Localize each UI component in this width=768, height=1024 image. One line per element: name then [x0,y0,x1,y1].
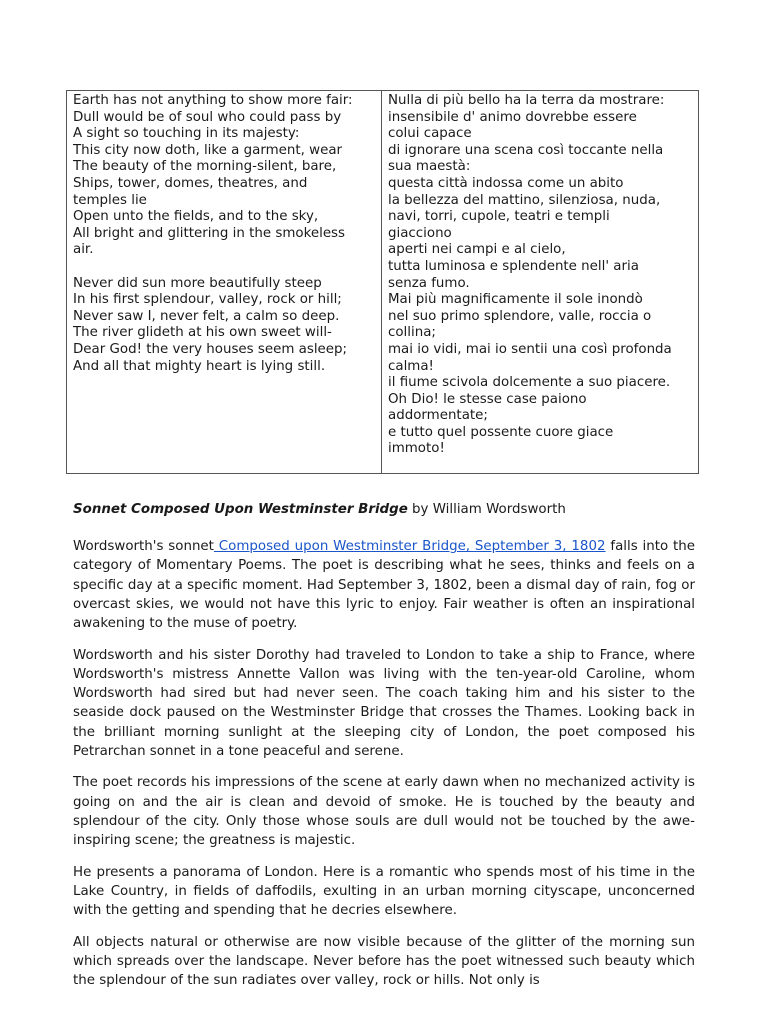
english-line: In his first splendour, valley, rock or hill; [73,292,342,308]
italian-line: aperti nei campi e al cielo, [388,242,566,258]
poem-translation-table [66,90,699,474]
italian-line: mai io vidi, mai io sentii una così profonda [388,341,672,357]
italian-line: collina; [388,325,436,341]
article-body [73,500,695,1003]
english-line: Earth has not anything to show more fair: [73,93,353,108]
stanza-gap [73,259,375,276]
italian-line: giacciono [388,225,452,241]
english-line: The beauty of the morning-silent, bare, [73,159,337,175]
italian-line: addormentate; [388,408,488,424]
english-line: Never did sun more beautifully steep [73,275,322,291]
english-line: Never saw I, never felt, a calm so deep. [73,308,340,324]
italian-line: colui capace [388,126,472,142]
article-heading [73,500,695,519]
english-line: A sight so touching in its majesty: [73,126,300,142]
english-line: And all that mighty heart is lying still. [73,358,326,374]
english-line: All bright and glittering in the smokeless [73,225,346,241]
italian-line: insensibile d' animo dovrebbe essere [388,109,637,125]
italian-line: senza fumo. [388,275,470,291]
italian-line: immoto! [388,441,445,457]
paragraph-intro [73,537,695,633]
english-line: This city now doth, like a garment, wear [73,142,343,158]
english-line: The river glideth at his own sweet will- [73,325,332,341]
italian-line: la bellezza del mattino, silenziosa, nuda, [388,192,661,208]
italian-line: Nulla di più bello ha la terra da mostrare: [388,93,665,108]
english-line: Dull would be of soul who could pass by [73,109,342,125]
paragraph-impressions: The poet records his impressions of the scene at early dawn when no mechanized activity is going on and the air is clean and devoid of smoke. He is touched by the beauty and splendour of the city. Only those whose souls are dull would not be touched by the awe-inspiring scene; the greatness is majestic. [73,775,695,849]
italian-line: calma! [388,358,434,374]
poem-link[interactable]: Composed upon Westminster Bridge, September 3, 1802 [213,539,606,555]
italian-line: sua maestà: [388,159,471,175]
poem-title: Sonnet Composed Upon Westminster Bridge [73,502,408,517]
paragraph-text: falls into the category of Momentary Poems. The poet is describing what he sees, thinks and feels on a specific day at a specific moment. Had September 3, 1802, been a dismal day of rain, fog or overcast skies, we would not have this lyric to enjoy. Fair weather is often an inspirational awakening to the muse of poetry. [73,539,696,632]
english-line: temples lie [73,192,147,208]
italian-line: e tutto quel possente cuore giace [388,424,614,440]
italian-line: navi, torri, cupole, teatri e templi [388,209,610,225]
english-line: Ships, tower, domes, theatres, and [73,175,308,191]
english-line: air. [73,242,94,258]
english-line: Dear God! the very houses seem asleep; [73,341,348,357]
paragraph-text: Wordsworth's sonnet [73,539,214,555]
italian-line: il fiume scivola dolcemente a suo piacere. [388,375,671,391]
italian-line: Oh Dio! le stesse case paiono [388,391,587,407]
paragraph-objects: All objects natural or otherwise are now visible because of the glitter of the morning sun which spreads over the landscape. Never before has the poet witnessed such beauty which the splendour of the sun radiates over valley, rock or hills. Not only is [73,934,695,989]
italian-poem-cell [382,91,699,474]
author-byline: by William Wordsworth [407,502,566,517]
italian-line: nel suo primo splendore, valle, roccia o [388,308,652,324]
english-line: Open unto the fields, and to the sky, [73,209,319,225]
italian-line: questa città indossa come un abito [388,175,624,191]
italian-line: tutta luminosa e splendente nell' aria [388,258,639,274]
italian-line: di ignorare una scena così toccante nella [388,142,664,158]
paragraph-background: Wordsworth and his sister Dorothy had traveled to London to take a ship to France, where Wordsworth's mistress Annette Vallon was living with the ten-year-old Caroline, whom Wordsworth had sired but had never seen. The coach taking him and his sister to the seaside dock paused on the Westminster Bridge that crosses the Thames. Looking back in the brilliant morning sunlight at the sleeping city of London, the poet composed his Petrarchan sonnet in a tone peaceful and serene. [73,647,695,759]
english-poem-cell [67,91,382,474]
paragraph-panorama: He presents a panorama of London. Here is a romantic who spends most of his time in the Lake Country, in fields of daffodils, exulting in an urban morning cityscape, unconcerned with the getting and spending that he decries elsewhere. [73,864,695,919]
italian-line: Mai più magnificamente il sole inondò [388,292,643,308]
